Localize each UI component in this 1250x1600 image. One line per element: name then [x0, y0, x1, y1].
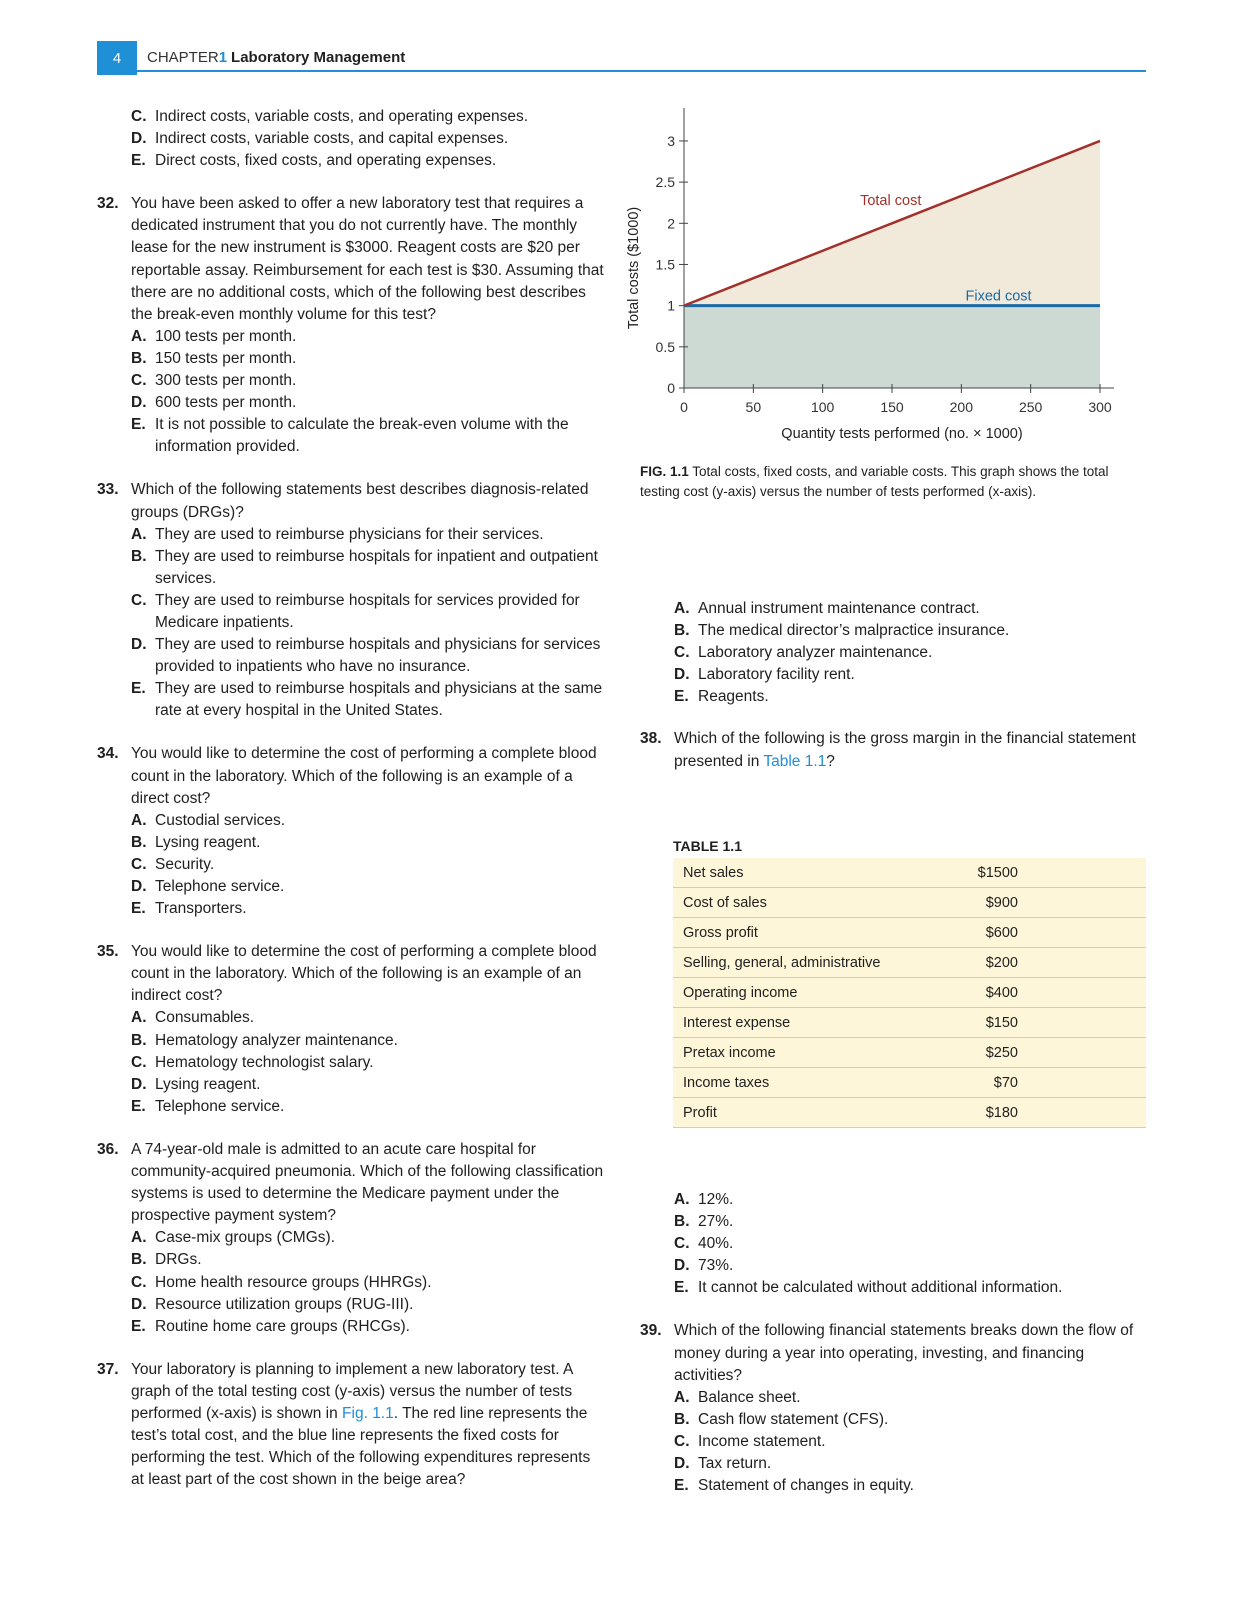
answer-option[interactable]: [131, 370, 607, 392]
x-tick-label: 100: [810, 399, 835, 415]
question-38-options: [640, 1189, 1145, 1299]
option-letter: C.: [131, 591, 147, 609]
answer-option[interactable]: [674, 642, 1145, 664]
y-tick-label: 3: [667, 132, 675, 149]
option-letter: A.: [131, 327, 147, 345]
option-letter: C.: [674, 644, 690, 662]
option-letter: B.: [131, 349, 147, 367]
x-tick-label: 250: [1018, 399, 1043, 415]
answer-option[interactable]: [131, 392, 607, 414]
option-letter: E.: [131, 1097, 146, 1115]
table-link[interactable]: Table 1.1: [763, 752, 827, 770]
y-tick-label: 1.5: [655, 256, 675, 273]
option-text: It is not possible to calculate the break-even volume with the information provided.: [155, 416, 569, 456]
figure-caption-text: Total costs, fixed costs, and variable costs. This graph shows the total testing cost (y-axis) versus the number of tests performed (x-axis).: [640, 464, 1109, 499]
option-letter: C.: [674, 1235, 690, 1253]
answer-option[interactable]: [131, 414, 607, 458]
answer-option[interactable]: [131, 810, 607, 832]
option-letter: B.: [131, 547, 147, 565]
option-text: Security.: [155, 855, 215, 873]
chapter-number: 1: [218, 49, 228, 66]
answer-option[interactable]: [674, 686, 1145, 708]
option-letter: A.: [674, 600, 690, 617]
option-letter: A.: [674, 1388, 690, 1406]
answer-option[interactable]: [131, 150, 607, 172]
answer-option[interactable]: [131, 590, 607, 634]
option-letter: D.: [674, 666, 690, 684]
option-text: Consumables.: [155, 1009, 255, 1027]
option-list: [97, 810, 607, 920]
question-32: [97, 193, 607, 458]
option-list: [640, 1387, 1145, 1497]
answer-option[interactable]: [674, 1233, 1145, 1255]
x-axis-label: Quantity tests performed (no. × 1000): [781, 426, 1023, 442]
option-letter: B.: [674, 1410, 690, 1428]
option-text: Telephone service.: [155, 1097, 285, 1115]
table-row: [673, 888, 1146, 918]
option-letter: C.: [674, 1432, 690, 1450]
option-text: They are used to reimburse hospitals for services provided for Medicare inpatients.: [155, 591, 580, 631]
y-axis-label: Total costs ($1000): [626, 206, 642, 330]
row-value: $900: [933, 888, 1146, 918]
option-letter: D.: [131, 878, 147, 895]
option-letter: A.: [131, 811, 147, 829]
option-text: Telephone service.: [155, 878, 285, 895]
option-text: They are used to reimburse physicians for their services.: [155, 525, 544, 543]
row-value: $180: [933, 1098, 1146, 1128]
answer-option[interactable]: [131, 1030, 607, 1052]
question-37: [97, 1359, 607, 1492]
question-list: [97, 193, 607, 1338]
question-number: 34.: [97, 745, 119, 763]
row-value: $600: [933, 918, 1146, 948]
question-number: 33.: [97, 481, 119, 499]
y-tick-label: 2: [667, 215, 675, 232]
financial-statement-table: [673, 858, 1146, 1128]
x-tick-label: 50: [745, 399, 762, 415]
x-tick-label: 200: [949, 399, 974, 415]
option-letter: C.: [131, 855, 147, 873]
row-label: Net sales: [673, 858, 933, 888]
row-label: Profit: [673, 1098, 933, 1128]
answer-option[interactable]: [674, 1475, 1145, 1497]
answer-option[interactable]: [131, 678, 607, 722]
option-letter: D.: [131, 1295, 147, 1313]
question-text: Which of the following statements best describes diagnosis-related groups (DRGs)?: [131, 481, 589, 521]
table-caption: TABLE 1.1: [673, 838, 742, 854]
option-text: Balance sheet.: [698, 1388, 801, 1406]
option-text: They are used to reimburse hospitals for inpatient and outpatient services.: [155, 547, 598, 587]
running-header: [147, 49, 405, 66]
row-value: $400: [933, 978, 1146, 1008]
row-label: Cost of sales: [673, 888, 933, 918]
option-text: Indirect costs, variable costs, and operating expenses.: [155, 108, 529, 125]
option-text: 100 tests per month.: [155, 327, 297, 345]
table-row: [673, 978, 1146, 1008]
question-number: 32.: [97, 195, 119, 213]
option-list: [97, 106, 607, 172]
table-row: [673, 918, 1146, 948]
option-letter: E.: [674, 688, 689, 706]
option-text: Laboratory facility rent.: [698, 666, 855, 684]
answer-option[interactable]: [131, 1052, 607, 1074]
answer-option[interactable]: [131, 1316, 607, 1338]
answer-option[interactable]: [674, 1255, 1145, 1277]
question-number: 37.: [97, 1360, 119, 1378]
option-text: They are used to reimburse hospitals and physicians for services provided to inpatients who have no insurance.: [155, 636, 601, 676]
option-letter: D.: [131, 636, 147, 654]
table-1-1: [673, 838, 1146, 1128]
option-text: Custodial services.: [155, 811, 286, 829]
option-letter: C.: [131, 1273, 147, 1291]
option-text: Routine home care groups (RHCGs).: [155, 1317, 410, 1335]
question-38: [640, 728, 1145, 772]
chapter-prefix: CHAPTER: [147, 49, 219, 66]
fixed-cost-label: Fixed cost: [965, 288, 1032, 305]
answer-option[interactable]: [674, 664, 1145, 686]
option-text: Reagents.: [698, 688, 769, 706]
x-tick-label: 300: [1088, 399, 1112, 415]
option-letter: B.: [131, 833, 147, 851]
table-row: [673, 948, 1146, 978]
answer-option[interactable]: [131, 1096, 607, 1118]
option-letter: B.: [131, 1251, 147, 1269]
option-letter: C.: [131, 108, 147, 125]
option-text: Cash flow statement (CFS).: [698, 1410, 889, 1428]
row-label: Pretax income: [673, 1038, 933, 1068]
row-value: $1500: [933, 858, 1146, 888]
option-text: Home health resource groups (HHRGs).: [155, 1273, 432, 1291]
question-text-part: . The red line represents the test’s total cost, and the blue line represents the fixed costs for performing the test. Which of the following expenditures represents at least part of the cost shown in the beige area?: [131, 1404, 591, 1489]
option-letter: E.: [131, 1317, 146, 1335]
option-text: Transporters.: [155, 900, 247, 918]
option-text: Laboratory analyzer maintenance.: [698, 644, 933, 662]
row-value: $250: [933, 1038, 1146, 1068]
option-letter: D.: [674, 1257, 690, 1275]
option-text: Resource utilization groups (RUG-III).: [155, 1295, 414, 1313]
question-35: [97, 941, 607, 1118]
answer-option[interactable]: [131, 898, 607, 920]
option-letter: C.: [131, 372, 147, 390]
figure-caption: [640, 462, 1145, 502]
question-39: [640, 1320, 1145, 1497]
option-list: [640, 598, 1145, 708]
answer-option[interactable]: [131, 1249, 607, 1271]
header-rule: [137, 70, 1146, 72]
option-text: Case-mix groups (CMGs).: [155, 1229, 335, 1247]
row-value: $70: [933, 1068, 1146, 1098]
option-letter: E.: [674, 1279, 689, 1297]
option-text: 600 tests per month.: [155, 394, 297, 412]
question-number: 38.: [640, 730, 662, 748]
option-list: [97, 326, 607, 459]
answer-option[interactable]: [131, 326, 607, 348]
row-label: Selling, general, administrative: [673, 948, 933, 978]
answer-option[interactable]: [131, 832, 607, 854]
option-list: [97, 524, 607, 723]
answer-option[interactable]: [674, 1277, 1145, 1299]
row-value: $200: [933, 948, 1146, 978]
question-number: 39.: [640, 1322, 662, 1340]
question-text: You would like to determine the cost of performing a complete blood count in the laboratory. Which of the following is an example of a direct cost?: [131, 745, 597, 807]
question-header: [97, 193, 607, 326]
option-text: Tax return.: [698, 1455, 772, 1473]
answer-option[interactable]: [674, 1431, 1145, 1453]
option-text: Indirect costs, variable costs, and capital expenses.: [155, 130, 509, 148]
answer-option[interactable]: [674, 1387, 1145, 1409]
option-text: 150 tests per month.: [155, 349, 297, 367]
option-letter: A.: [131, 525, 147, 543]
question-number: 35.: [97, 943, 119, 961]
option-text: Hematology technologist salary.: [155, 1053, 374, 1071]
fixed-cost-area: [684, 306, 1100, 388]
answer-option[interactable]: [674, 1211, 1145, 1233]
option-text: 27%.: [698, 1213, 734, 1231]
answer-option[interactable]: [674, 620, 1145, 642]
option-letter: E.: [131, 900, 146, 918]
table-row: [673, 1068, 1146, 1098]
question-text: You would like to determine the cost of performing a complete blood count in the laboratory. Which of the following is an example of an indirect cost?: [131, 943, 597, 1005]
option-letter: E.: [674, 1477, 689, 1495]
answer-option[interactable]: [131, 854, 607, 876]
option-letter: D.: [131, 394, 147, 412]
question-header: [97, 743, 607, 809]
question-text: A 74-year-old male is admitted to an acute care hospital for community-acquired pneumonia. Which of the following classification systems is used to determine the Medicare payment under the prospective payment system?: [131, 1140, 604, 1225]
answer-option[interactable]: [131, 1294, 607, 1316]
option-text: 73%.: [698, 1257, 734, 1275]
option-letter: D.: [131, 1075, 147, 1093]
answer-option[interactable]: [131, 348, 607, 370]
answer-option[interactable]: [131, 876, 607, 898]
question-37-options: [640, 598, 1145, 708]
continuation-options: [97, 106, 607, 172]
figure-1-1: [622, 100, 1152, 450]
answer-option[interactable]: [131, 1074, 607, 1096]
question-number: 36.: [97, 1140, 119, 1158]
option-letter: A.: [131, 1009, 147, 1027]
cost-chart: [622, 100, 1152, 450]
option-text: Income statement.: [698, 1432, 826, 1450]
x-tick-label: 150: [880, 399, 904, 415]
option-letter: B.: [131, 1031, 147, 1049]
option-text: DRGs.: [155, 1251, 202, 1269]
x-tick-label: 0: [680, 399, 688, 415]
question-text: [131, 1359, 607, 1492]
question-text-part: Your laboratory is planning to implement a new laboratory test. A graph of the total testing cost (y-axis) versus the number of tests performed (x-axis) is shown in: [131, 1360, 573, 1422]
option-text: 40%.: [698, 1235, 734, 1253]
question-text: You have been asked to offer a new laboratory test that requires a dedicated instrument that you do not currently have. The monthly lease for the new instrument is $3000. Reagent costs are $20 per reportable assay. Reimbursement for each test is $30. Assuming that there are no additional costs, which of the following best describes the break-even monthly volume for this test?: [131, 195, 604, 323]
row-label: Interest expense: [673, 1008, 933, 1038]
option-text: Lysing reagent.: [155, 833, 261, 851]
option-text: Hematology analyzer maintenance.: [155, 1031, 398, 1049]
option-text: Statement of changes in equity.: [698, 1477, 914, 1495]
answer-option[interactable]: [131, 634, 607, 678]
answer-option[interactable]: [674, 1453, 1145, 1475]
table-row: [673, 858, 1146, 888]
table-row: [673, 1008, 1146, 1038]
option-letter: A.: [131, 1229, 147, 1247]
option-text: 12%.: [698, 1191, 734, 1208]
option-text: Lysing reagent.: [155, 1075, 261, 1093]
table-row: [673, 1098, 1146, 1128]
option-text: Annual instrument maintenance contract.: [698, 600, 980, 617]
question-header: [97, 941, 607, 1007]
left-column: [97, 106, 607, 1512]
answer-option[interactable]: [674, 1189, 1145, 1211]
option-text: It cannot be calculated without additional information.: [698, 1279, 1063, 1297]
option-text: They are used to reimburse hospitals and physicians at the same rate at every hospital in the United States.: [155, 680, 603, 720]
answer-option[interactable]: [131, 128, 607, 150]
row-label: Operating income: [673, 978, 933, 1008]
option-list: [97, 1227, 607, 1337]
option-text: 300 tests per month.: [155, 372, 297, 390]
y-tick-label: 0.5: [655, 338, 675, 355]
y-tick-label: 0: [667, 380, 675, 396]
option-letter: C.: [131, 1053, 147, 1071]
answer-option[interactable]: [674, 1409, 1145, 1431]
answer-option[interactable]: [131, 106, 607, 128]
option-letter: D.: [674, 1455, 690, 1473]
question-34: [97, 743, 607, 920]
option-letter: E.: [131, 416, 146, 434]
answer-option[interactable]: [131, 1007, 607, 1029]
right-column: [640, 598, 1145, 794]
page-number: 4: [97, 41, 137, 75]
option-letter: D.: [131, 130, 147, 148]
option-text: The medical director’s malpractice insurance.: [698, 622, 1010, 640]
question-text-part: Which of the following is the gross margin in the financial statement presented in: [674, 730, 1136, 770]
total-cost-label: Total cost: [860, 193, 922, 210]
row-label: Gross profit: [673, 918, 933, 948]
row-label: Income taxes: [673, 1068, 933, 1098]
y-tick-label: 1: [667, 297, 675, 314]
option-list: [97, 1007, 607, 1117]
question-36: [97, 1139, 607, 1338]
y-tick-label: 2.5: [655, 174, 675, 191]
figure-caption-label: FIG. 1.1: [640, 464, 689, 479]
option-list: [640, 1189, 1145, 1299]
question-header: [97, 479, 607, 523]
answer-option[interactable]: [131, 546, 607, 590]
option-letter: A.: [674, 1191, 690, 1208]
question-header: [97, 1139, 607, 1227]
option-letter: B.: [674, 1213, 690, 1231]
answer-option[interactable]: [674, 598, 1145, 620]
answer-option[interactable]: [131, 1272, 607, 1294]
question-text: Which of the following financial statements breaks down the flow of money during a year into operating, investing, and financing activities?: [674, 1322, 1134, 1384]
table-row: [673, 1038, 1146, 1068]
option-text: Direct costs, fixed costs, and operating expenses.: [155, 152, 497, 170]
option-letter: E.: [131, 680, 146, 698]
figure-link[interactable]: Fig. 1.1: [342, 1404, 394, 1422]
question-text-part: ?: [826, 752, 835, 770]
answer-option[interactable]: [131, 1227, 607, 1249]
right-column-lower: [640, 1189, 1145, 1518]
answer-option[interactable]: [131, 524, 607, 546]
option-letter: B.: [674, 622, 690, 640]
option-letter: E.: [131, 152, 146, 170]
question-33: [97, 479, 607, 722]
question-text: [674, 728, 1145, 772]
chapter-title: Laboratory Management: [231, 49, 406, 66]
row-value: $150: [933, 1008, 1146, 1038]
